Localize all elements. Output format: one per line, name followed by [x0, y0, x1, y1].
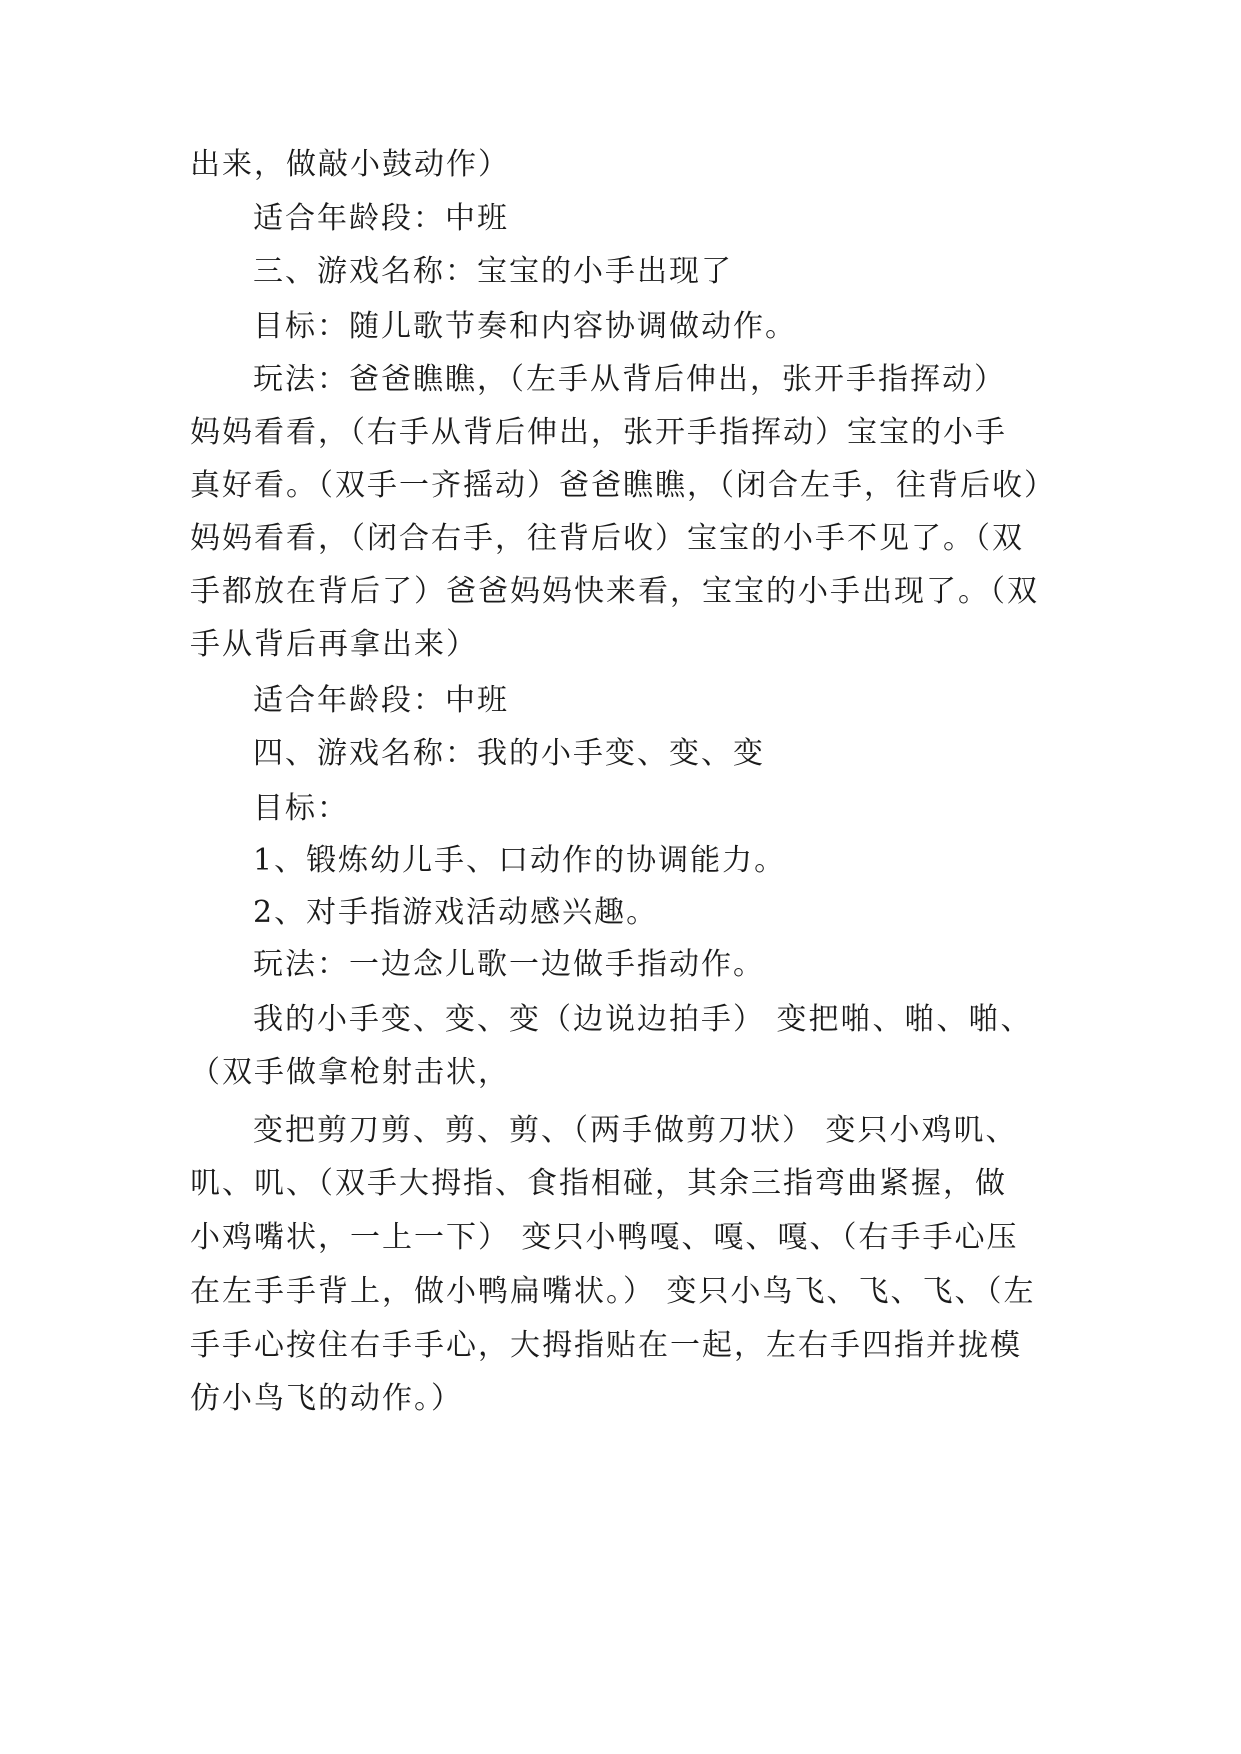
- section-heading: 三、游戏名称：宝宝的小手出现了: [253, 254, 733, 289]
- text-line: 叽、叽、（双手大拇指、食指相碰，其余三指弯曲紧握，做: [190, 1166, 1007, 1201]
- text-line: 我的小手变、变、变（边说边拍手） 变把啪、啪、啪、: [253, 1002, 1033, 1037]
- text-line: 变把剪刀剪、剪、剪、（两手做剪刀状） 变只小鸡叽、: [253, 1113, 1018, 1148]
- text-line: 目标：: [253, 791, 349, 826]
- text-line: （双手做拿枪射击状，: [190, 1055, 510, 1090]
- text-line: 目标：随儿歌节奏和内容协调做动作。: [253, 309, 797, 344]
- list-item: 2、对手指游戏活动感兴趣。: [253, 895, 659, 930]
- text-line: 手手心按住右手手心，大拇指贴在一起，左右手四指并拢模: [190, 1328, 1022, 1363]
- section-heading: 四、游戏名称：我的小手变、变、变: [253, 736, 765, 771]
- text-line: 出来，做敲小鼓动作）: [190, 147, 510, 182]
- text-line: 适合年龄段：中班: [253, 683, 509, 718]
- text-line: 适合年龄段：中班: [253, 201, 509, 236]
- text-line: 玩法：爸爸瞧瞧，（左手从背后伸出，张开手指挥动）: [253, 362, 1006, 397]
- list-item: 1、锻炼幼儿手、口动作的协调能力。: [253, 843, 787, 878]
- text-line: 小鸡嘴状，一上一下） 变只小鸭嘎、嘎、嘎、（右手手心压: [190, 1220, 1019, 1255]
- text-line: 玩法：一边念儿歌一边做手指动作。: [253, 947, 765, 982]
- text-line: 妈妈看看，（右手从背后伸出，张开手指挥动）宝宝的小手: [190, 415, 1007, 450]
- text-line: 手都放在背后了）爸爸妈妈快来看，宝宝的小手出现了。（双: [190, 574, 1039, 609]
- text-line: 真好看。（双手一齐摇动）爸爸瞧瞧，（闭合左手，往背后收）: [190, 468, 1056, 503]
- text-line: 在左手手背上，做小鸭扁嘴状。） 变只小鸟飞、飞、飞、（左: [190, 1274, 1036, 1309]
- text-line: 手从背后再拿出来）: [190, 627, 478, 662]
- text-line: 仿小鸟飞的动作。）: [190, 1381, 463, 1416]
- text-line: 妈妈看看，（闭合右手，往背后收）宝宝的小手不见了。（双: [190, 521, 1024, 556]
